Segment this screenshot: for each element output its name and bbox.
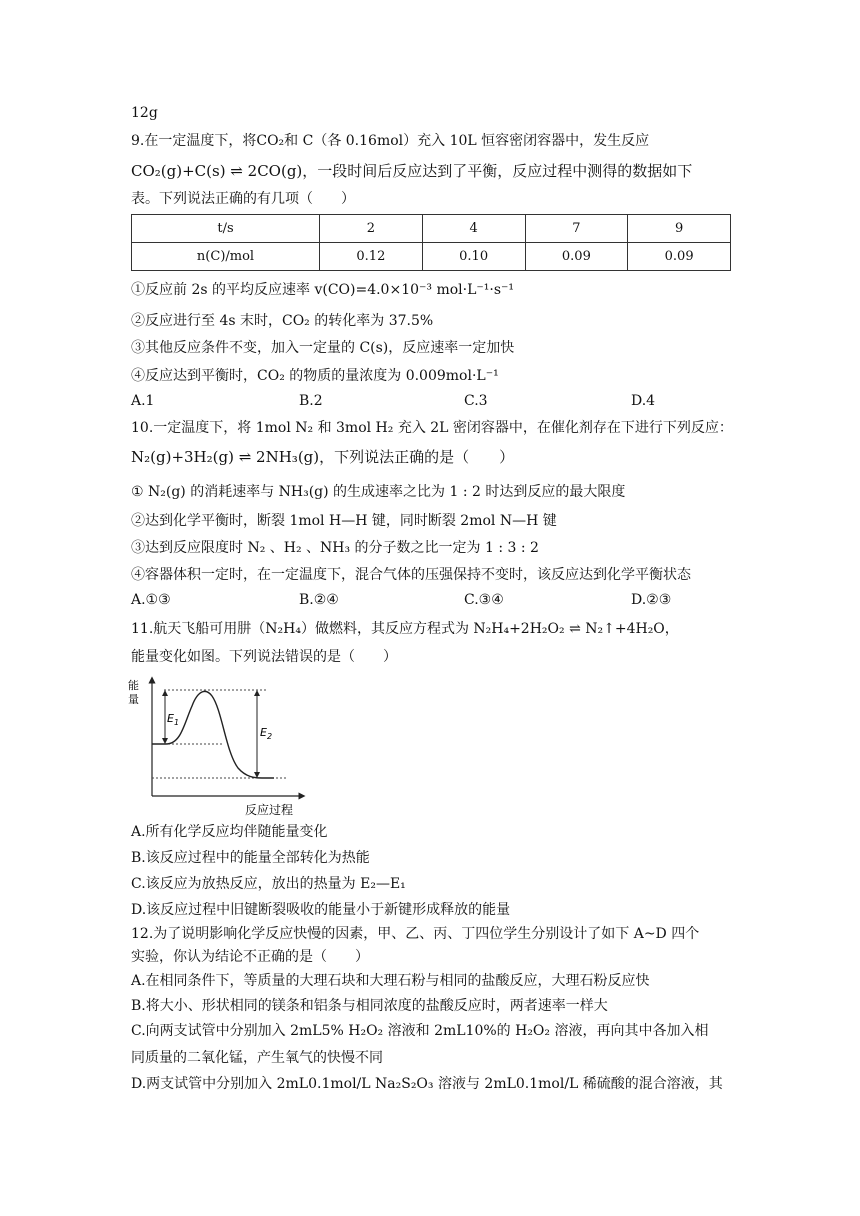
q11-stem-line1: 11.航天飞船可用肼（N₂H₄）做燃料，其反应方程式为 N₂H₄+2H₂O₂ ⇌ N₂↑+4H₂O，: [131, 621, 679, 637]
q12-option-c-line2: 同质量的二氧化锰，产生氧气的快慢不同: [131, 1050, 383, 1066]
option-b: B.②④: [299, 592, 339, 608]
e2-label: $E_2$: [260, 726, 273, 741]
q9-data-table: [131, 214, 731, 271]
q11-option-b: B.该反应过程中的能量全部转化为热能: [131, 850, 370, 866]
option-b: B.2: [299, 393, 323, 409]
q9-statement-1: ①反应前 2s 的平均反应速率 v(CO)=4.0×10⁻³ mol·L⁻¹·s⁻¹: [131, 282, 515, 298]
table-cell: 0.12: [320, 243, 423, 271]
table-cell: 9: [628, 215, 731, 243]
option-a: A.1: [131, 393, 155, 409]
q12-stem-line1: 12.为了说明影响化学反应快慢的因素，甲、乙、丙、丁四位学生分别设计了如下 A~D 四个: [131, 926, 700, 942]
q12-option-a: A.在相同条件下，等质量的大理石块和大理石粉与相同的盐酸反应，大理石粉反应快: [131, 973, 650, 989]
option-d: D.4: [631, 393, 656, 409]
q12-option-d-line1: D.两支试管中分别加入 2mL0.1mol/L Na₂S₂O₃ 溶液与 2mL0.1mol/L 稀硫酸的混合溶液，其: [131, 1076, 723, 1092]
q11-option-d: D.该反应过程中旧键断裂吸收的能量小于新键形成释放的能量: [131, 902, 511, 918]
previous-answer-tail: 12g: [131, 105, 158, 121]
q9-statement-4: ④反应达到平衡时，CO₂ 的物质的量浓度为 0.009mol·L⁻¹: [131, 368, 499, 384]
energy-curve: [152, 691, 274, 778]
q10-statement-3: ③达到反应限度时 N₂ 、H₂ 、NH₃ 的分子数之比一定为 1 : 3 : 2: [131, 540, 539, 556]
q9-stem-line3: 表。下列说法正确的有几项（ ）: [131, 191, 355, 207]
e1-label: $E_1$: [167, 712, 180, 727]
y-axis-label-char1: 能: [128, 679, 139, 692]
q10-statement-4: ④容器体积一定时，在一定温度下，混合气体的压强保持不变时，该反应达到化学平衡状态: [131, 567, 691, 583]
q10-options: [131, 590, 731, 610]
x-axis-label: 反应过程: [245, 803, 294, 817]
option-d: D.②③: [631, 592, 672, 608]
option-c: C.3: [464, 393, 488, 409]
q11-stem-line2: 能量变化如图。下列说法错误的是（ ）: [131, 649, 397, 665]
q9-options: [131, 391, 731, 411]
table-row: [132, 243, 731, 271]
q12-option-b: B.将大小、形状相同的镁条和铝条与相同浓度的盐酸反应时，两者速率一样大: [131, 998, 608, 1014]
table-cell: 0.10: [422, 243, 525, 271]
option-a: A.①③: [131, 592, 171, 608]
q9-statement-3: ③其他反应条件不变，加入一定量的 C(s)，反应速率一定加快: [131, 340, 515, 356]
q12-option-c-line1: C.向两支试管中分别加入 2mL5% H₂O₂ 溶液和 2mL10%的 H₂O₂ 溶液，再向其中各加入相: [131, 1023, 709, 1039]
q10-statement-1: ① N₂(g) 的消耗速率与 NH₃(g) 的生成速率之比为 1 : 2 时达到反应的最大限度: [131, 484, 626, 500]
table-cell: 0.09: [628, 243, 731, 271]
option-c: C.③④: [464, 592, 504, 608]
q12-stem-line2: 实验，你认为结论不正确的是（ ）: [131, 949, 369, 965]
q9-statement-2: ②反应进行至 4s 末时，CO₂ 的转化率为 37.5%: [131, 313, 434, 329]
q10-stem-line2: N₂(g)+3H₂(g) ⇌ 2NH₃(g)，下列说法正确的是（ ）: [131, 448, 515, 466]
table-row: [132, 215, 731, 243]
q11-option-a: A.所有化学反应均伴随能量变化: [131, 824, 328, 840]
table-cell: t/s: [132, 215, 320, 243]
energy-diagram: [126, 674, 306, 820]
q10-stem-line1: 10.一定温度下，将 1mol N₂ 和 3mol H₂ 充入 2L 密闭容器中，在催化剂存在下进行下列反应：: [131, 420, 733, 436]
table-cell: 2: [320, 215, 423, 243]
table-cell: n(C)/mol: [132, 243, 320, 271]
table-cell: 7: [525, 215, 628, 243]
q10-statement-2: ②达到化学平衡时，断裂 1mol H—H 键，同时断裂 2mol N—H 键: [131, 513, 557, 529]
q9-stem-line1: 9.在一定温度下，将CO₂和 C（各 0.16mol）充入 10L 恒容密闭容器中，发生反应: [131, 133, 650, 149]
q9-stem-line2: CO₂(g)+C(s) ⇌ 2CO(g)，一段时间后反应达到了平衡，反应过程中测得的数据如下: [131, 162, 693, 180]
y-axis-label-char2: 量: [128, 693, 139, 706]
table-cell: 0.09: [525, 243, 628, 271]
table-cell: 4: [422, 215, 525, 243]
q11-option-c: C.该反应为放热反应，放出的热量为 E₂—E₁: [131, 876, 406, 892]
